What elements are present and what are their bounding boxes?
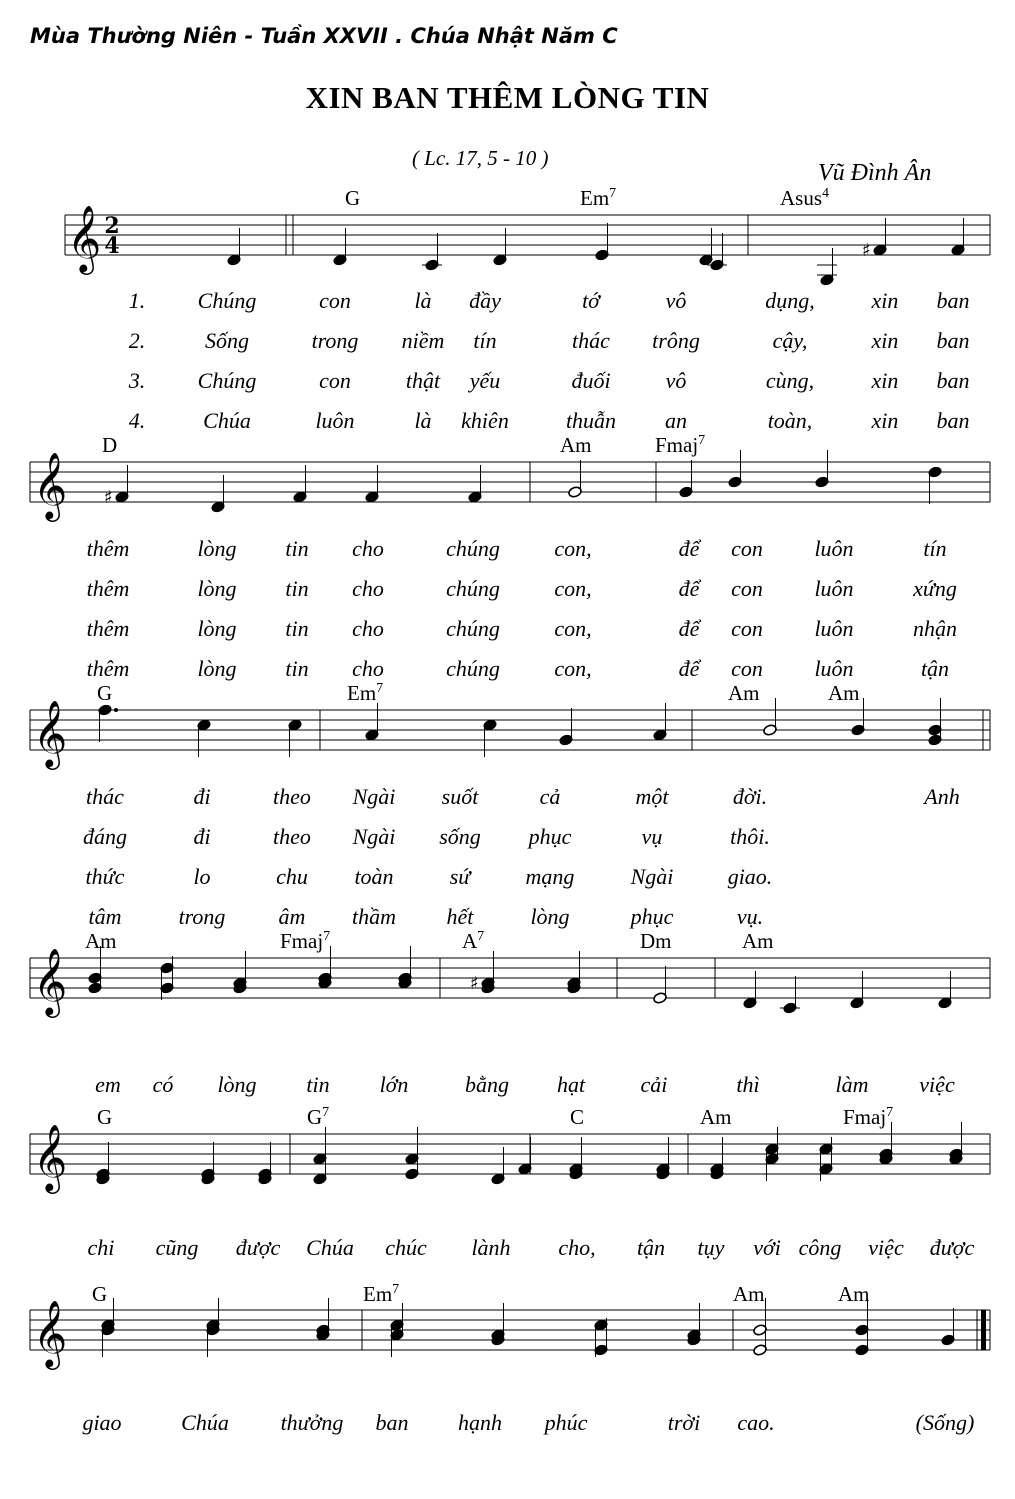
lyric-word: sống [439,824,481,849]
lyric-word: con, [554,576,592,601]
lyric-word: con, [554,656,592,681]
lyric-word: con [319,368,351,393]
lyric-word: hết [446,904,474,929]
chord-symbol: Asus$^4$ [780,186,830,210]
chord-symbol: Am [560,433,592,457]
lyric-word: tin [285,616,309,641]
lyric-word: khiên [461,408,509,433]
chord-symbol: Am [85,929,117,953]
lyric-word: con [731,616,763,641]
treble-clef-icon: 𝄞 [33,1299,68,1367]
lyric-word: lòng [197,656,237,681]
lyric-word: lớn [379,1072,409,1097]
lyric-word: phúc [544,1410,588,1435]
chord-symbol: G [92,1282,108,1306]
treble-clef-icon: 𝄞 [33,451,68,519]
chord-symbol: Am [700,1105,732,1129]
scripture-reference: ( Lc. 17, 5 - 10 ) [412,146,549,170]
lyric-word: chu [276,864,308,889]
lyric-word: thêm [86,576,130,601]
lyric-word: có [152,1072,174,1097]
lyric-word: ban [936,408,970,433]
lyric-word: con [731,576,763,601]
lyric-word: thức [85,864,125,889]
lyric-word: tận [920,656,950,681]
chord-symbol: Fmaj$^7$ [280,929,331,953]
lyric-word: hạt [556,1072,586,1097]
lyric-word: lòng [197,536,237,561]
sharp-icon: ♯ [862,240,871,261]
lyric-word: để [678,616,700,641]
lyric-word: làm [835,1072,869,1097]
staff-system-2 [30,433,990,681]
chord-symbol: Am [828,681,860,705]
lyric-word: con [319,288,351,313]
lyric-word: hạnh [458,1410,502,1435]
lyric-word: Ngài [352,784,396,809]
lyric-word: Ngài [352,824,396,849]
chord-symbol: Am [838,1282,870,1306]
lyric-word: thì [736,1072,760,1097]
lyric-word: chi [87,1235,115,1260]
lyric-word: mạng [525,864,575,889]
lyric-word: với [753,1235,781,1260]
lyric-word: cậy, [772,328,808,353]
lyric-word: tin [285,536,309,561]
chord-symbol: Am [728,681,760,705]
sharp-icon: ♯ [104,487,113,508]
lyric-word: việc [919,1072,955,1097]
lyric-word: thêm [86,536,130,561]
lyric-word: cho [352,656,384,681]
lyric-word: đi [193,824,211,849]
chord-symbol: $A^7$ [462,929,485,953]
chord-symbol: G [97,1105,113,1129]
lyric-word: lo [193,864,211,889]
lyric-word: luôn [814,536,854,561]
lyric-word: yếu [469,368,501,393]
lyric-word: thuẫn [565,408,617,433]
lyric-word: 2. [128,328,146,353]
treble-clef-icon: 𝄞 [33,699,68,767]
lyric-word: là [414,408,432,433]
lyric-word: niềm [401,328,445,353]
lyric-word: thật [405,368,441,393]
lyric-word: ban [936,368,970,393]
lyric-word: cũng [155,1235,199,1260]
lyric-word: cho [352,536,384,561]
lyric-word: được [929,1235,975,1260]
lyric-word: cải [640,1072,668,1097]
lyric-word: chúc [385,1235,427,1260]
lyric-word: Chúa [306,1235,354,1260]
lyric-word: chúng [446,536,500,561]
composer: Vũ Đình Ân [818,160,932,186]
lyric-word: cao. [737,1410,775,1435]
chord-symbol: Em$^7$ [580,186,617,210]
lyric-word: giao [82,1410,122,1435]
staff-system-4 [30,929,990,1097]
lyric-word: tin [306,1072,330,1097]
lyric-word: thầm [352,904,396,929]
lyric-word: con, [554,616,592,641]
lyric-word: để [678,536,700,561]
lyric-word: phục [630,904,674,929]
lyric-word: tin [285,656,309,681]
time-signature-top: 2 [104,213,120,239]
staff-system-3 [30,681,990,929]
lyric-word: giao. [727,864,773,889]
lyric-word: trời [667,1410,701,1435]
chord-symbol: $G^7$ [307,1105,330,1129]
lyric-word: theo [273,784,311,809]
lyric-word: thêm [86,656,130,681]
lyric-word: xin [871,288,899,313]
lyric-word: luôn [814,616,854,641]
lyric-word: suốt [441,784,479,809]
lyric-word: tín [923,536,947,561]
chord-symbol: G [345,186,361,210]
lyric-word: xin [871,328,899,353]
lyric-word: cùng, [765,368,815,393]
chord-symbol: Dm [640,929,672,953]
lyric-word: đi [193,784,211,809]
lyric-word: nhận [913,616,957,641]
lyric-word: xứng [913,576,957,601]
lyric-word: xin [871,408,899,433]
chord-symbol: Em$^7$ [363,1282,400,1306]
lyric-word: Sống [205,328,249,353]
lyric-word: vô [665,288,687,313]
chord-symbol: G [97,681,113,705]
lyric-word: để [678,576,700,601]
lyric-word: chúng [446,616,500,641]
lyric-word: luôn [315,408,355,433]
chord-symbol: C [570,1105,585,1129]
lyric-word: cho [352,616,384,641]
lyric-word: vụ [641,824,663,849]
lyric-word: theo [273,824,311,849]
lyric-word: con, [554,536,592,561]
lyric-word: chúng [446,576,500,601]
lyric-word: (Sống) [915,1410,975,1435]
lyric-word: xin [871,368,899,393]
dot [114,708,118,712]
staff-system-5 [30,1105,990,1260]
lyric-word: sứ [449,864,471,889]
lyric-word: được [235,1235,281,1260]
chord-symbol: Fmaj$^7$ [843,1105,894,1129]
lyric-word: một [635,784,669,809]
lyric-word: tâm [88,904,122,929]
staff-system-1 [65,186,990,433]
lyric-word: Chúng [197,368,257,393]
lyric-word: ban [936,328,970,353]
lyric-word: luôn [814,576,854,601]
final-barline-thick [981,1310,986,1350]
lyric-word: dụng, [765,288,815,313]
lyric-word: Ngài [630,864,674,889]
song-title: XIN BAN THÊM LÒNG TIN [305,80,710,115]
lyric-word: đáng [83,824,127,849]
lyric-word: lòng [197,576,237,601]
chord-symbol: Fmaj$^7$ [655,433,706,457]
lyric-word: tin [285,576,309,601]
lyric-word: để [678,656,700,681]
lyric-word: lành [471,1235,511,1260]
lyric-word: tận [636,1235,666,1260]
lyric-word: toàn [354,864,394,889]
lyric-word: em [95,1072,121,1097]
lyric-word: tớ [582,288,600,313]
lyric-word: trông [652,328,700,353]
lyric-word: đuối [571,368,611,393]
lyric-word: trong [311,328,359,353]
lyric-word: lòng [197,616,237,641]
lyric-word: lòng [530,904,570,929]
lyric-word: an [665,408,687,433]
lyric-word: việc [868,1235,904,1260]
chord-symbol: D [102,433,118,457]
treble-clef-icon: 𝄞 [33,947,68,1015]
liturgical-season: Mùa Thường Niên - Tuần XXVII . Chúa Nhật Năm C [30,24,618,48]
lyric-word: đời. [732,784,768,809]
lyric-word: tụy [697,1235,725,1260]
time-signature-bottom: 4 [104,233,120,259]
lyric-word: ban [375,1410,409,1435]
lyric-word: công [798,1235,842,1260]
lyric-word: toàn, [767,408,813,433]
lyric-word: bằng [465,1072,509,1097]
chord-symbol: Am [742,929,774,953]
lyric-word: phục [528,824,572,849]
lyric-word: vụ. [736,904,764,929]
lyric-word: cho [352,576,384,601]
lyric-word: âm [278,904,306,929]
lyric-word: thưởng [280,1410,344,1435]
staff-system-6 [30,1282,990,1435]
lyric-word: vô [665,368,687,393]
lyric-word: Anh [924,784,960,809]
lyric-word: 4. [128,408,146,433]
lyric-word: thác [572,328,610,353]
lyric-word: luôn [814,656,854,681]
lyric-word: cả [539,784,561,809]
lyric-word: trong [178,904,226,929]
lyric-word: thêm [86,616,130,641]
lyric-word: Chúng [197,288,257,313]
chord-symbol: Em$^7$ [347,681,384,705]
lyric-word: Chúa [203,408,251,433]
lyric-word: tín [473,328,497,353]
lyric-word: con [731,536,763,561]
lyric-word: 1. [128,288,146,313]
lyric-word: đầy [469,288,501,313]
lyric-word: thôi. [730,824,770,849]
lyric-word: 3. [128,368,146,393]
lyric-word: thác [86,784,124,809]
lyric-word: là [414,288,432,313]
chord-symbol: Am [733,1282,765,1306]
sharp-icon: ♯ [470,973,479,994]
lyric-word: Chúa [181,1410,229,1435]
lyric-word: con [731,656,763,681]
treble-clef-icon: 𝄞 [67,204,102,272]
lyric-word: lòng [217,1072,257,1097]
lyric-word: chúng [446,656,500,681]
lyric-word: cho, [558,1235,596,1260]
treble-clef-icon: 𝄞 [33,1123,68,1191]
lyric-word: ban [936,288,970,313]
